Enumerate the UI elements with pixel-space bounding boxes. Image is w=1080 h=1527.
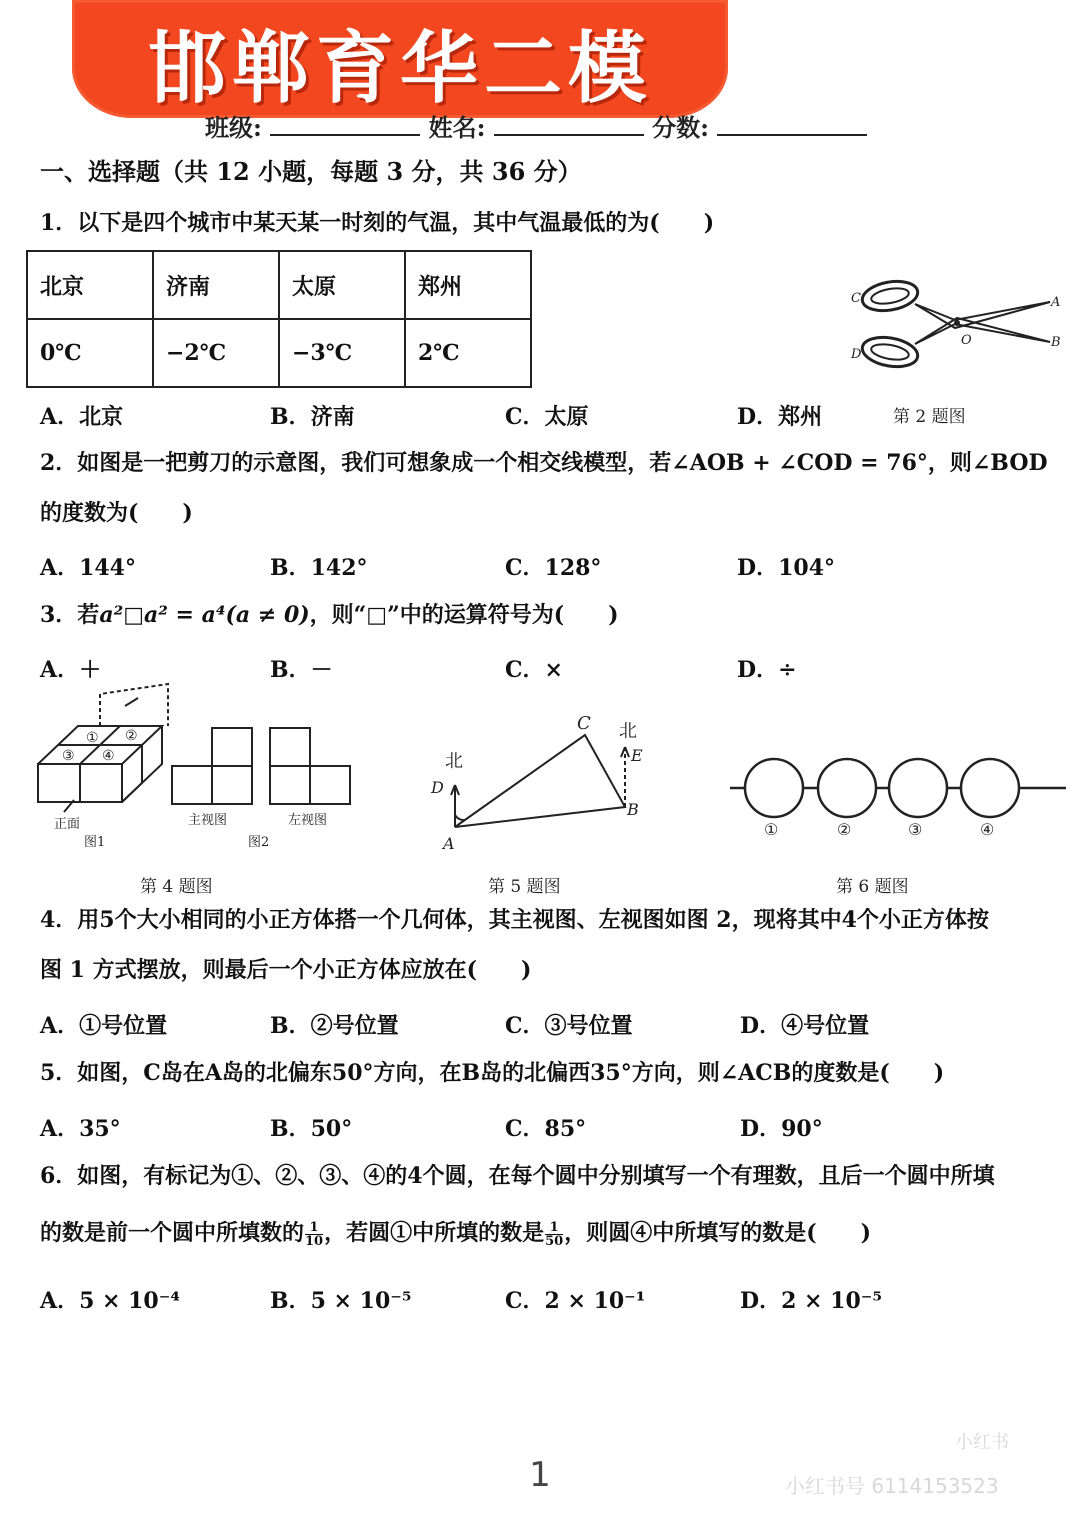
q6-option-a: A．5 × 10⁻⁴ bbox=[40, 1288, 180, 1314]
name-blank bbox=[494, 134, 644, 136]
city-cell: 郑州 bbox=[405, 251, 531, 319]
q6-stem-line1: 6．如图，有标记为①、②、③、④的4个圆，在每个圆中分别填写一个有理数，且后一个圆中所填 bbox=[40, 1163, 995, 1189]
class-blank bbox=[270, 134, 420, 136]
temperature-table bbox=[26, 250, 532, 388]
circle-label-3: ③ bbox=[908, 820, 923, 839]
fraction-one-fiftieth bbox=[545, 1221, 563, 1248]
name-label: 姓名: bbox=[428, 113, 486, 142]
scissors-label-c: C bbox=[851, 291, 861, 306]
q2-option-b: B．142° bbox=[270, 555, 368, 581]
circle-label-1: ① bbox=[764, 820, 779, 839]
cube-figure bbox=[30, 680, 370, 855]
temp-cell: 0℃ bbox=[27, 319, 153, 387]
city-cell: 太原 bbox=[279, 251, 405, 319]
q3-option-d: D．÷ bbox=[737, 657, 797, 683]
q1-option-c: C．太原 bbox=[505, 404, 589, 430]
q5-option-a: A．35° bbox=[40, 1116, 121, 1142]
point-d: D bbox=[431, 778, 444, 797]
q2-stem-line2: 的度数为( ) bbox=[40, 500, 193, 526]
scissors-label-o: O bbox=[961, 333, 972, 348]
point-e: E bbox=[631, 746, 643, 765]
fig5-caption: 第 5 题图 bbox=[488, 877, 561, 897]
temp-cell: −2℃ bbox=[153, 319, 279, 387]
score-label: 分数: bbox=[652, 113, 710, 142]
point-c: C bbox=[577, 713, 591, 734]
table-row-cities bbox=[27, 251, 531, 319]
q3-stem-post: ，则“□”中的运算符号为( ) bbox=[309, 602, 619, 628]
watermark-logo: 小红书 bbox=[955, 1432, 1009, 1453]
q3-option-c: C．× bbox=[505, 657, 563, 683]
point-a: A bbox=[443, 834, 455, 853]
q5-stem: 5．如图，C岛在A岛的北偏东50°方向，在B岛的北偏西35°方向，则∠ACB的度数是( ) bbox=[40, 1060, 945, 1086]
slot-4: ④ bbox=[102, 748, 115, 764]
circles-figure bbox=[730, 755, 1070, 845]
frac1-den: 10 bbox=[305, 1233, 324, 1249]
left-view-label: 左视图 bbox=[288, 813, 328, 828]
banner-title: 邯郸育华二模 bbox=[147, 24, 652, 114]
q6-stem-part-a: 的数是前一个圆中所填数的 bbox=[40, 1220, 305, 1246]
slot-3: ③ bbox=[62, 748, 75, 764]
q1-option-d: D．郑州 bbox=[737, 404, 823, 430]
q2-stem-line1: 2．如图是一把剪刀的示意图，我们可想象成一个相交线模型，若∠AOB + ∠COD = 76°，则∠BOD bbox=[40, 450, 1048, 476]
temp-cell: 2℃ bbox=[405, 319, 531, 387]
city-cell: 北京 bbox=[27, 251, 153, 319]
q1-stem: 1．以下是四个城市中某天某一时刻的气温，其中气温最低的为( ) bbox=[40, 210, 715, 236]
q5-option-c: C．85° bbox=[505, 1116, 587, 1142]
circle-label-2: ② bbox=[837, 820, 852, 839]
q2-option-d: D．104° bbox=[737, 555, 836, 581]
q3-stem-pre: 3．若 bbox=[40, 602, 100, 628]
q6-stem-line2 bbox=[40, 1220, 871, 1248]
fig2-label: 图2 bbox=[248, 835, 270, 850]
slot-1: ① bbox=[86, 730, 99, 746]
q2-option-c: C．128° bbox=[505, 555, 602, 581]
scissors-label-d: D bbox=[851, 347, 862, 362]
point-b: B bbox=[627, 800, 639, 819]
frac2-num: 1 bbox=[545, 1221, 563, 1235]
q6-option-b: B．5 × 10⁻⁵ bbox=[270, 1288, 412, 1314]
q4-stem-line1: 4．用5个大小相同的小正方体搭一个几何体，其主视图、左视图如图 2，现将其中4个小正方体按 bbox=[40, 907, 989, 933]
temp-cell: −3℃ bbox=[279, 319, 405, 387]
q4-stem-line2: 图 1 方式摆放，则最后一个小正方体应放在( ) bbox=[40, 957, 532, 983]
page-number: 1 bbox=[529, 1455, 551, 1495]
q1-option-b: B．济南 bbox=[270, 404, 355, 430]
fig6-caption: 第 6 题图 bbox=[836, 877, 909, 897]
q6-stem-part-b: ，若圆①中所填的数是 bbox=[324, 1220, 545, 1246]
q6-option-c: C．2 × 10⁻¹ bbox=[505, 1288, 646, 1314]
north-label-a: 北 bbox=[445, 751, 463, 772]
fig4-caption: 第 4 题图 bbox=[140, 877, 213, 897]
q4-option-d: D．④号位置 bbox=[740, 1013, 870, 1039]
q4-option-c: C．③号位置 bbox=[505, 1013, 633, 1039]
q5-option-d: D．90° bbox=[740, 1116, 823, 1142]
fig2-caption: 第 2 题图 bbox=[893, 407, 966, 427]
frac1-num: 1 bbox=[305, 1221, 323, 1235]
q5-option-b: B．50° bbox=[270, 1116, 353, 1142]
front-label: 正面 bbox=[54, 817, 81, 832]
compass-figure bbox=[425, 705, 660, 855]
q3-option-b: B．－ bbox=[270, 657, 333, 683]
q3-stem bbox=[40, 602, 619, 628]
section-title: 一、选择题（共 12 小题，每题 3 分，共 36 分） bbox=[40, 157, 582, 186]
circle-label-4: ④ bbox=[980, 820, 995, 839]
city-cell: 济南 bbox=[153, 251, 279, 319]
watermark-id: 小红书号 6114153523 bbox=[785, 1474, 999, 1498]
header-fields bbox=[205, 108, 867, 143]
q2-option-a: A．144° bbox=[40, 555, 136, 581]
table-row-temps bbox=[27, 319, 531, 387]
q3-expression: a²□a² = a⁴(a ≠ 0) bbox=[99, 602, 310, 628]
slot-2: ② bbox=[125, 728, 138, 744]
main-view-label: 主视图 bbox=[188, 813, 228, 828]
scissors-figure bbox=[845, 268, 1065, 378]
scissors-label-b: B bbox=[1051, 335, 1061, 350]
scissors-label-a: A bbox=[1051, 295, 1061, 310]
fig1-label: 图1 bbox=[84, 835, 106, 850]
q3-option-a: A．＋ bbox=[40, 657, 102, 683]
q1-option-a: A．北京 bbox=[40, 404, 124, 430]
fraction-one-tenth bbox=[305, 1221, 323, 1248]
frac2-den: 50 bbox=[545, 1233, 564, 1249]
q6-stem-part-c: ，则圆④中所填写的数是( ) bbox=[564, 1220, 872, 1246]
score-blank bbox=[717, 134, 867, 136]
class-label: 班级: bbox=[205, 113, 262, 142]
q4-option-a: A．①号位置 bbox=[40, 1013, 168, 1039]
q6-option-d: D．2 × 10⁻⁵ bbox=[740, 1288, 883, 1314]
north-label-b: 北 bbox=[619, 721, 637, 742]
q4-option-b: B．②号位置 bbox=[270, 1013, 399, 1039]
